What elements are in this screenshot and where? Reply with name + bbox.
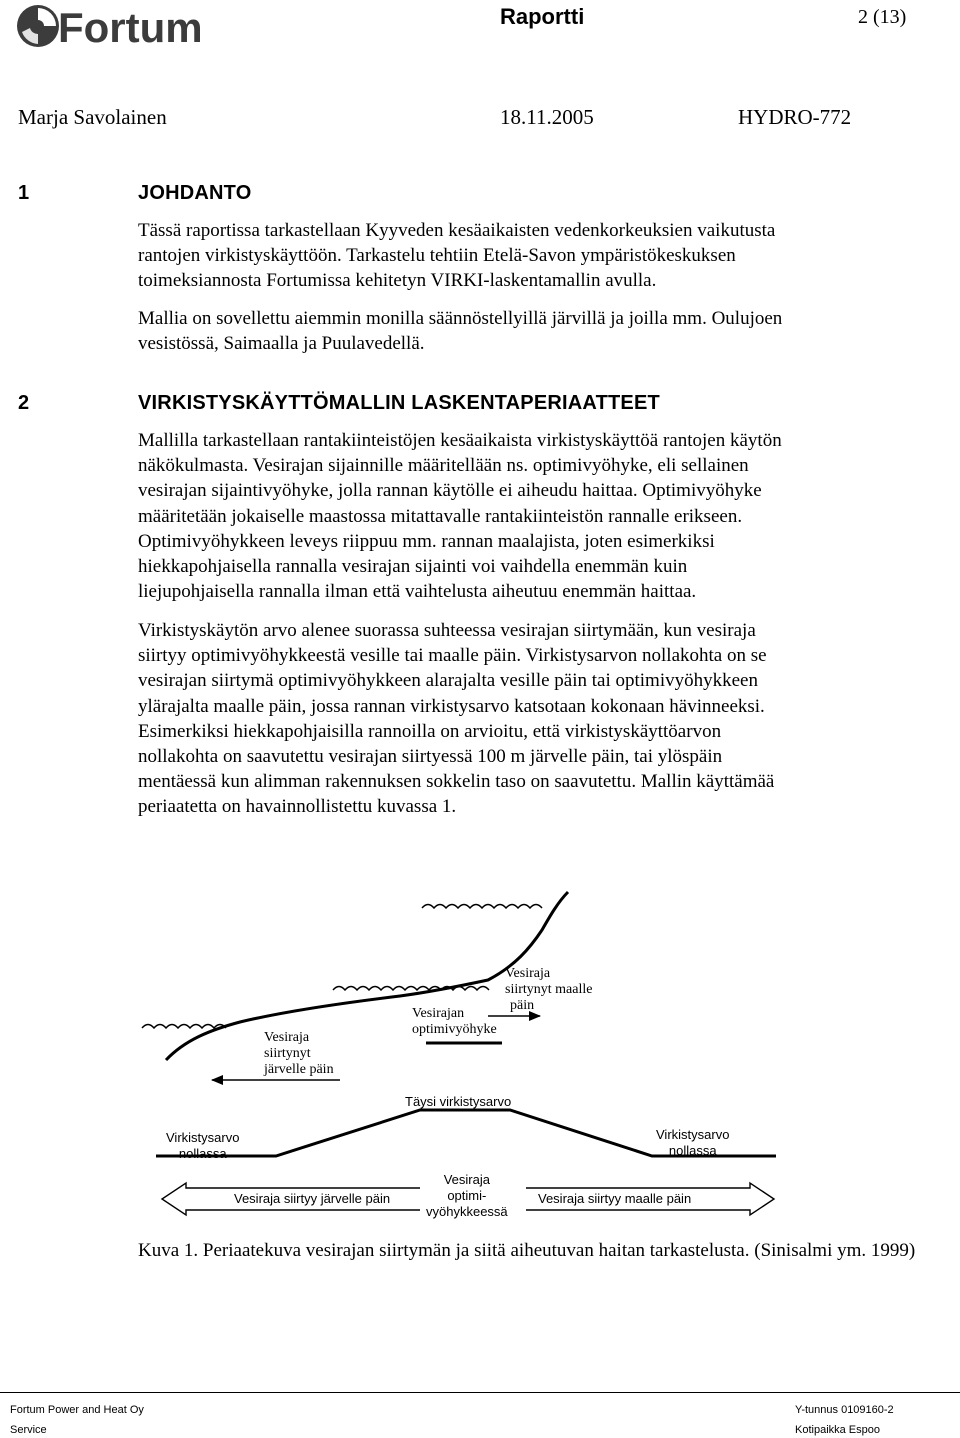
- author-name: Marja Savolainen: [18, 105, 167, 129]
- page-number: 2 (13): [858, 6, 907, 28]
- fortum-logo-icon: [14, 2, 214, 50]
- water-waves-middle: [333, 987, 489, 991]
- label-line: Virkistysarvo: [166, 1130, 240, 1145]
- text-line: nollakohta on saavutettu vesirajan siirtyessä 100 m järvelle päin, tai ylöspäin: [138, 746, 723, 768]
- label-line: nollassa: [178, 1146, 227, 1161]
- label-line: nollassa: [668, 1143, 717, 1158]
- section-2-paragraph-1: [138, 428, 908, 604]
- label-line: optimi-: [447, 1188, 487, 1203]
- text-line: Tässä raportissa tarkastellaan Kyyveden kesäaikaisten vedenkorkeuksien vaikutusta: [138, 220, 776, 241]
- section-1-paragraph-2: [138, 306, 908, 356]
- section-1-paragraph-1: [138, 218, 908, 294]
- figure-caption: Kuva 1. Periaatekuva vesirajan siirtymän ja siitä aiheutuvan haitan tarkastelusta. (Sinisalmi ym. 1999): [138, 1240, 916, 1261]
- logo-wordmark: Fortum: [58, 4, 203, 50]
- label-line: päin: [510, 998, 535, 1013]
- text-line: vesistössä, Saimaalla ja Puulavedellä.: [138, 333, 425, 355]
- label-zero-value-left: [166, 1130, 239, 1162]
- label-arrow-optimum: [426, 1172, 508, 1220]
- text-line: periaatetta on havainnollistettu kuvassa 1.: [138, 796, 457, 818]
- text-line: Mallia on sovellettu aiemmin monilla säännöstellyillä järvillä ja joilla mm. Oulujoen: [138, 308, 783, 329]
- text-line: Optimivyöhykkeen leveys riippuu mm. rannan maalajista, joten esimerkiksi: [138, 530, 715, 552]
- section-2-number: 2: [18, 392, 30, 414]
- label-full-value: Täysi virkistysarvo: [405, 1094, 512, 1109]
- label-optimum-zone: [412, 1006, 497, 1038]
- report-date: 18.11.2005: [500, 105, 594, 129]
- report-type-label: Raportti: [500, 4, 585, 29]
- footer-company: Fortum Power and Heat Oy: [10, 1404, 144, 1416]
- text-line: ylärajalta maalle päin, jossa rannan virkistysarvo katsotaan kokonaan hävinneeksi.: [138, 695, 765, 717]
- water-waves-bottom: [142, 1025, 226, 1029]
- shoreline-diagram: [130, 890, 910, 1230]
- label-line: siirtynyt maalle: [505, 982, 593, 997]
- label-line: Vesirajan: [412, 1006, 465, 1021]
- label-zero-value-right: [656, 1127, 729, 1159]
- fortum-logo: [14, 2, 214, 55]
- label-line: optimivyöhyke: [412, 1022, 497, 1037]
- label-line: Vesiraja: [505, 966, 551, 981]
- section-2-paragraph-2: [138, 618, 908, 820]
- text-line: rantojen virkistyskäyttöön. Tarkastelu tehtiin Etelä-Savon ympäristökeskuksen: [138, 245, 736, 267]
- label-line: vyöhykkeessä: [426, 1204, 508, 1219]
- label-arrow-lake: Vesiraja siirtyy järvelle päin: [234, 1191, 391, 1206]
- text-line: määritetään jokaiselle maastossa mitattavalle rantakiinteistön rannalle erikseen.: [138, 505, 743, 527]
- label-arrow-shore: Vesiraja siirtyy maalle päin: [538, 1191, 692, 1206]
- water-waves-top: [422, 905, 542, 909]
- text-line: Virkistyskäytön arvo alenee suorassa suhteessa vesirajan siirtymään, kun vesiraja: [138, 620, 756, 641]
- label-line: Vesiraja: [264, 1030, 310, 1045]
- label-line: siirtynyt: [264, 1046, 311, 1061]
- footer-unit: Service: [10, 1424, 47, 1436]
- footer-domicile: Kotipaikka Espoo: [795, 1424, 880, 1436]
- footer-business-id: Y-tunnus 0109160-2: [795, 1404, 894, 1416]
- label-line: järvelle päin: [264, 1062, 334, 1077]
- text-line: Esimerkiksi hiekkapohjaisilla rannoilla on arvioitu, että virkistyskäyttöarvon: [138, 720, 722, 742]
- section-2-title: VIRKISTYSKÄYTTÖMALLIN LASKENTAPERIAATTEET: [138, 392, 660, 414]
- text-line: siirtyy optimivyöhykkeestä vesille tai maalle päin. Virkistysarvon nollakohta on se: [138, 645, 767, 667]
- label-line: Vesiraja: [443, 1172, 490, 1187]
- text-line: liejupohjaisella rannalla ilman että vaihtelusta aiheutuu enemmän haittaa.: [138, 581, 697, 603]
- label-shift-up: [505, 966, 592, 1014]
- footer-divider: [0, 1392, 960, 1393]
- text-line: mentäessä kun alimman rakennuksen sokkelin taso on saavutettu. Mallin käyttämää: [138, 771, 775, 793]
- text-line: Mallilla tarkastellaan rantakiinteistöjen kesäaikaista virkistyskäyttöä rantojen käytön: [138, 430, 782, 451]
- label-shift-down: [264, 1030, 334, 1078]
- text-line: näkökulmasta. Vesirajan sijainnille määritellään ns. optimivyöhyke, eli sellainen: [138, 455, 749, 477]
- text-line: toimeksiannosta Fortumissa kehitetyn VIRKI-laskentamallin avulla.: [138, 270, 657, 292]
- diagram-graphics: [130, 890, 910, 1230]
- text-line: vesirajan sijaintivyöhyke, jolla rannan käytölle ei aiheudu haittaa. Optimivyöhyke: [138, 480, 762, 502]
- document-id: HYDRO-772: [738, 105, 852, 129]
- section-1-title: JOHDANTO: [138, 182, 252, 204]
- text-line: hiekkapohjaisella rannalla vesirajan sijainti voi vaihdella enemmän kuin: [138, 556, 688, 578]
- text-line: vesirajan siirtymä optimivyöhykkeen alarajalta vesille päin tai optimivyöhykkeen: [138, 670, 758, 692]
- label-line: Virkistysarvo: [656, 1127, 730, 1142]
- section-1-number: 1: [18, 182, 30, 204]
